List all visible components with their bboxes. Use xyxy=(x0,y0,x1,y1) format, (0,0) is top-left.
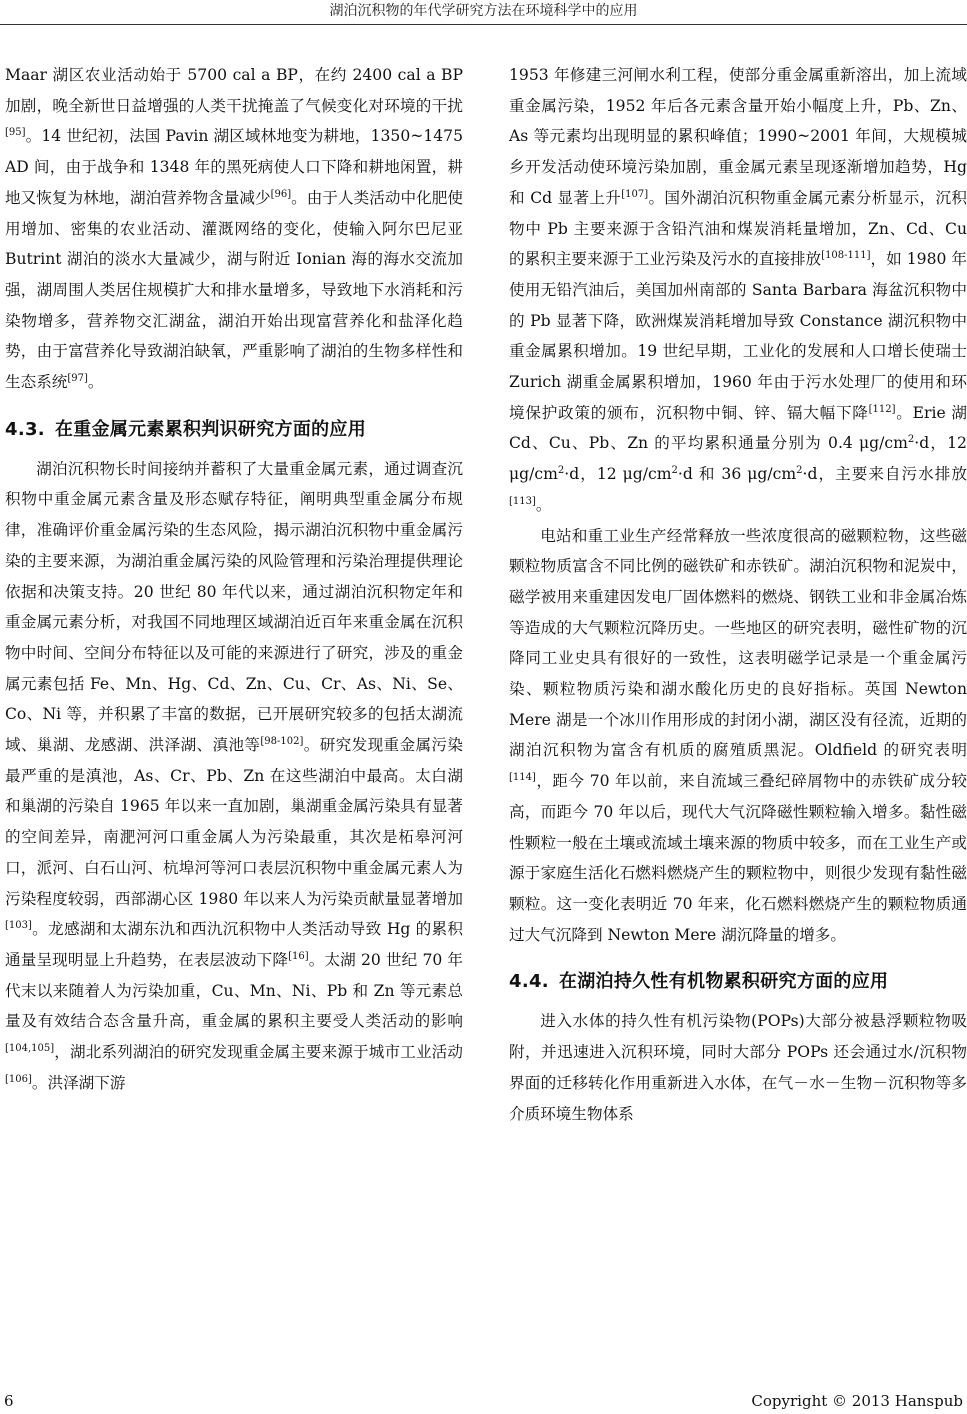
section-number: 4.3. xyxy=(5,418,45,440)
citation: [96] xyxy=(270,188,292,200)
paragraph-text: Maar 湖区农业活动始于 5700 cal a BP，在约 2400 cal a BP 加剧，晚全新世日益增强的人类干扰掩盖了气候变化对环境的干扰 xyxy=(5,66,463,115)
superscript: 2 xyxy=(796,465,803,477)
superscript: 2 xyxy=(671,465,678,477)
paragraph-text: ，距今 70 年以前，来自流域三叠纪碎屑物中的赤铁矿成分较高，而距今 70 年以后，现代大气沉降磁性颗粒输入增多。黏性磁性颗粒一般在土壤或流域土壤来源的物质中较多，而在工业生产或源于家庭生活化石燃料燃烧产生的颗粒物中，则很少发现有黏性磁颗粒。这一变化表明近 70 年来，化石燃料燃烧产生的颗粒物质通过大气沉降到 Newton Mere 湖沉降量的增多。 xyxy=(509,772,967,944)
citation: [97] xyxy=(67,373,88,385)
section-title: 在湖泊持久性有机物累积研究方面的应用 xyxy=(558,971,889,993)
paragraph-text: 。洪泽湖下游 xyxy=(31,1073,126,1092)
paragraph-text: ·d，主要来自污水排放 xyxy=(802,465,967,484)
paragraph-text: 1953 年修建三河闸水利工程，使部分重金属重新溶出，加上流域重金属污染，1952 年后各元素含量开始小幅度上升，Pb、Zn、As 等元素均出现明显的累积峰值；1990~2001 年间，大规模城乡开发活动使环境污染加剧，重金属元素呈现逐渐增加趋势，Hg 和 Cd 显著上升 xyxy=(509,66,967,207)
running-title: 湖泊沉积物的年代学研究方法在环境科学中的应用 xyxy=(329,3,638,19)
paragraph-text: 进入水体的持久性有机污染物(POPs)大部分被悬浮颗粒物吸附，并迅速进入沉积环境，同时大部分 POPs 还会通过水/沉积物界面的迁移转化作用重新进入水体，在气－水－生物－沉积物等多介质环境生物体系 xyxy=(509,1012,967,1123)
paragraph-magnetic xyxy=(509,521,967,951)
citation: [98-102] xyxy=(260,736,304,748)
paragraph-text: ·d 和 36 μg/cm xyxy=(677,465,797,484)
paragraph-text: 。 xyxy=(535,495,552,514)
section-heading-4-4 xyxy=(509,967,967,997)
citation: [107] xyxy=(621,188,649,200)
paragraph-text: 。14 世纪初，法国 Pavin 湖区域林地变为耕地，1350~1475 AD 间，由于战争和 1348 年的黑死病使人口下降和耕地闲置，耕地又恢复为林地，湖泊营养物含量减少 xyxy=(5,127,463,207)
superscript: 2 xyxy=(907,434,915,446)
paragraph-heavy-metals xyxy=(5,454,463,1099)
paragraph-text: ·d，12 μg/cm xyxy=(564,465,672,484)
paragraph-text: 。龙感湖和太湖东氿和西氿沉积物中人类活动导致 Hg 的累积通量呈现明显上升趋势，在表层波动下降 xyxy=(5,920,463,969)
citation: [103] xyxy=(5,920,32,932)
paragraph-pops xyxy=(509,1006,967,1129)
paragraph-text: ，如 1980 年使用无铅汽油后，美国加州南部的 Santa Barbara 海盆沉积物中的 Pb 显著下降，欧洲煤炭消耗增加导致 Constance 湖沉积物中重金属累积增加。19 世纪早期，工业化的发展和人口增长使瑞士 Zurich 湖重金属累积增加，1960 年由于污水处理厂的使用和环境保护政策的颁布，沉积物中铜、锌、镉大幅下降 xyxy=(509,250,967,422)
section-heading-4-3 xyxy=(5,415,463,445)
right-column xyxy=(509,60,967,1129)
paragraph-text: 湖泊沉积物长时间接纳并蓄积了大量重金属元素，通过调查沉积物中重金属元素含量及形态赋存特征，阐明典型重金属分布规律，准确评价重金属污染的生态风险，揭示湖泊沉积物中重金属污染的主要来源，为湖泊重金属污染的风险管理和污染治理提供理论依据和决策支持。20 世纪 80 年代以来，通过湖泊沉积物定年和重金属元素分析，对我国不同地理区域湖泊近百年来重金属在沉积物中时间、空间分布特征以及可能的来源进行了研究，涉及的重金属元素包括 Fe、Mn、Hg、Cd、Zn、Cu、Cr、As、Ni、Se、Co、Ni 等，并积累了丰富的数据，已开展研究较多的包括太湖流域、巢湖、龙感湖、洪泽湖、滇池等 xyxy=(5,459,463,755)
section-number: 4.4. xyxy=(509,971,549,993)
paragraph-text: 。研究发现重金属污染最严重的是滇池，As、Cr、Pb、Zn 在这些湖泊中最高。太白湖和巢湖的污染自 1965 年以来一直加剧，巢湖重金属污染具有显著的空间差异，南淝河河口重金属人为污染最重，其次是柘皋河河口，派河、白石山河、杭埠河等河口表层沉积物中重金属元素人为污染程度较弱，西部湖心区 1980 年以来人为污染贡献量显著增加 xyxy=(5,736,463,908)
citation: [108-111] xyxy=(821,250,871,262)
header-rule xyxy=(0,24,967,25)
citation: [104,105] xyxy=(5,1043,55,1055)
copyright-notice: Copyright © 2013 Hanspub xyxy=(751,1392,963,1410)
paragraph-text: 电站和重工业生产经常释放一些浓度很高的磁颗粒物，这些磁颗粒物质富含不同比例的磁铁矿和赤铁矿。湖泊沉积物和泥炭中，磁学被用来重建因发电厂固体燃料的燃烧、钢铁工业和非金属冶炼等造成的大气颗粒沉降历史。一些地区的研究表明，磁性矿物的沉降同工业史具有很好的一致性，这表明磁学记录是一个重金属污染、颗粒物质污染和湖水酸化历史的良好指标。英国 Newton Mere 湖是一个冰川作用形成的封闭小湖，湖区没有径流，近期的湖泊沉积物为富含有机质的腐殖质黑泥。Oldfield 的研究表明 xyxy=(509,526,967,760)
paragraph-text: ·d，12 μg/cm xyxy=(509,434,967,484)
paragraph-maar xyxy=(5,60,463,398)
paragraph-text: ，湖北系列湖泊的研究发现重金属主要来源于城市工业活动 xyxy=(54,1043,463,1062)
page-number: 6 xyxy=(4,1392,14,1410)
paragraph-text: 。太湖 20 世纪 70 年代末以来随着人为污染加重，Cu、Mn、Ni、Pb 和 Zn 等元素总量及有效结合态含量升高，重金属的累积主要受人类活动的影响 xyxy=(5,950,463,1031)
left-column xyxy=(5,60,463,1099)
citation: [16] xyxy=(288,950,309,962)
citation: [106] xyxy=(5,1073,32,1085)
citation: [114] xyxy=(509,772,536,784)
paragraph-text: 。Erie 湖 Cd、Cu、Pb、Zn 的平均累积通量分别为 0.4 μg/cm xyxy=(509,403,967,453)
paragraph-text: 。 xyxy=(87,373,104,392)
superscript: 2 xyxy=(557,465,565,477)
citation: [95] xyxy=(5,127,26,139)
citation: [112] xyxy=(868,403,896,415)
paragraph-hongze xyxy=(509,60,967,521)
citation: [113] xyxy=(509,495,536,507)
paragraph-text: 。国外湖泊沉积物重金属元素分析显示，沉积物中 Pb 主要来源于含铅汽油和煤炭消耗量增加，Zn、Cd、Cu 的累积主要来源于工业污染及污水的直接排放 xyxy=(509,188,967,269)
section-title: 在重金属元素累积判识研究方面的应用 xyxy=(54,418,367,440)
paragraph-text: 。由于人类活动中化肥使用增加、密集的农业活动、灌溉网络的变化，使输入阿尔巴尼亚 Butrint 湖泊的淡水大量减少，湖与附近 Ionian 海的海水交流加强，湖周围人类居住规模扩大和排水量增多，导致地下水消耗和污染物增多，营养物交汇湖盆，湖泊开始出现富营养化和盐泽化趋势，由于富营养化导致湖泊缺氧，严重影响了湖泊的生物多样性和生态系统 xyxy=(5,188,463,392)
